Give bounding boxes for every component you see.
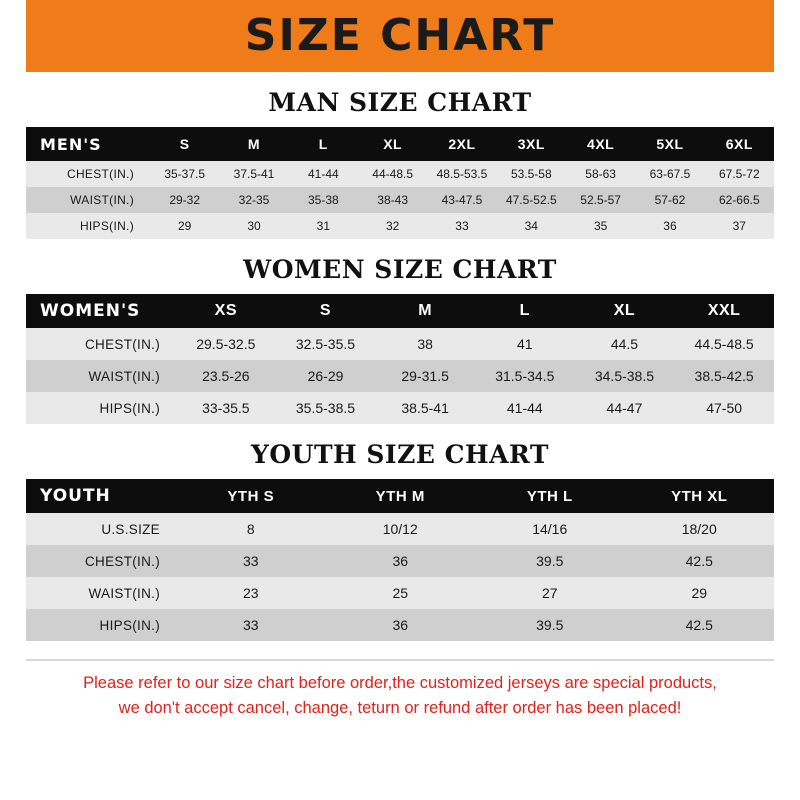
men-cell-2-8: 37 [705,213,774,239]
page-banner [0,0,800,72]
men-cell-1-6: 52.5-57 [566,187,635,213]
table-row [26,545,774,577]
women-cell-0-3: 41 [475,328,575,360]
women-cell-0-2: 38 [375,328,475,360]
men-size-chart [26,127,774,239]
men-cell-0-6: 58-63 [566,161,635,187]
women-cell-0-5: 44.5-48.5 [674,328,774,360]
men-cell-1-2: 35-38 [289,187,358,213]
youth-row-3-label: HIPS(IN.) [26,609,176,641]
table-header-row [26,479,774,513]
women-row-1-label: WAIST(IN.) [26,360,176,392]
men-cell-1-1: 32-35 [219,187,288,213]
youth-cell-0-1: 10/12 [326,513,476,545]
women-cell-1-5: 38.5-42.5 [674,360,774,392]
youth-cell-0-3: 18/20 [625,513,775,545]
women-cell-1-3: 31.5-34.5 [475,360,575,392]
women-cell-1-0: 23.5-26 [176,360,276,392]
men-cell-0-4: 48.5-53.5 [427,161,496,187]
men-section-title: MAN SIZE CHART [268,88,532,117]
youth-row-1-label: CHEST(IN.) [26,545,176,577]
page-title: SIZE CHART [244,10,556,61]
men-cell-0-2: 41-44 [289,161,358,187]
table-header-row [26,127,774,161]
men-col-0: S [150,127,219,161]
youth-col-0: YTH S [176,479,326,513]
women-chart-body [26,328,774,424]
youth-cell-1-1: 36 [326,545,476,577]
youth-cell-1-3: 42.5 [625,545,775,577]
youth-cell-3-0: 33 [176,609,326,641]
men-row-1-label: WAIST(IN.) [26,187,150,213]
banner-right-corner [774,0,800,72]
men-cell-1-3: 38-43 [358,187,427,213]
women-cell-2-5: 47-50 [674,392,774,424]
women-cell-2-3: 41-44 [475,392,575,424]
women-size-chart [26,294,774,424]
men-cell-2-3: 32 [358,213,427,239]
women-cell-0-1: 32.5-35.5 [276,328,376,360]
women-cell-1-1: 26-29 [276,360,376,392]
footer-note-line-2: we don't accept cancel, change, teturn or refund after order has been placed! [118,698,682,717]
women-col-2: M [375,294,475,328]
youth-cell-0-0: 8 [176,513,326,545]
women-cell-0-0: 29.5-32.5 [176,328,276,360]
men-chart-header [26,127,774,161]
women-chart-header [26,294,774,328]
men-row-0-label: CHEST(IN.) [26,161,150,187]
youth-col-1: YTH M [326,479,476,513]
table-row [26,328,774,360]
youth-cell-2-3: 29 [625,577,775,609]
youth-col-2: YTH L [475,479,625,513]
banner-left-corner [0,0,26,72]
men-cell-2-0: 29 [150,213,219,239]
table-row [26,392,774,424]
men-cell-1-4: 43-47.5 [427,187,496,213]
women-cell-2-4: 44-47 [575,392,675,424]
women-cell-1-2: 29-31.5 [375,360,475,392]
women-cell-1-4: 34.5-38.5 [575,360,675,392]
youth-row-0-label: U.S.SIZE [26,513,176,545]
women-row-2-label: HIPS(IN.) [26,392,176,424]
women-row-0-label: CHEST(IN.) [26,328,176,360]
table-row [26,360,774,392]
men-cell-2-4: 33 [427,213,496,239]
men-cell-1-5: 47.5-52.5 [497,187,566,213]
women-col-5: XXL [674,294,774,328]
footer-divider [26,659,774,661]
men-col-8: 6XL [705,127,774,161]
men-cell-0-5: 53.5-58 [497,161,566,187]
women-row-header-label: WOMEN'S [26,294,176,328]
men-cell-0-8: 67.5-72 [705,161,774,187]
men-col-3: XL [358,127,427,161]
youth-col-3: YTH XL [625,479,775,513]
men-cell-0-0: 35-37.5 [150,161,219,187]
youth-row-2-label: WAIST(IN.) [26,577,176,609]
youth-cell-0-2: 14/16 [475,513,625,545]
table-row [26,161,774,187]
table-row [26,513,774,545]
men-col-7: 5XL [635,127,704,161]
men-col-2: L [289,127,358,161]
women-cell-2-2: 38.5-41 [375,392,475,424]
men-col-5: 3XL [497,127,566,161]
youth-cell-1-2: 39.5 [475,545,625,577]
women-col-0: XS [176,294,276,328]
women-col-3: L [475,294,575,328]
men-row-header-label: MEN'S [26,127,150,161]
youth-cell-1-0: 33 [176,545,326,577]
men-cell-0-7: 63-67.5 [635,161,704,187]
youth-size-chart [26,479,774,641]
men-col-4: 2XL [427,127,496,161]
youth-cell-2-2: 27 [475,577,625,609]
table-row [26,213,774,239]
table-row [26,577,774,609]
youth-cell-3-2: 39.5 [475,609,625,641]
youth-cell-2-0: 23 [176,577,326,609]
men-cell-1-8: 62-66.5 [705,187,774,213]
footer-note-line-1: Please refer to our size chart before order,the customized jerseys are special products, [83,674,717,692]
men-cell-0-1: 37.5-41 [219,161,288,187]
men-cell-1-0: 29-32 [150,187,219,213]
men-chart-body [26,161,774,239]
women-cell-2-0: 33-35.5 [176,392,276,424]
women-section-title: WOMEN SIZE CHART [243,255,557,284]
youth-cell-2-1: 25 [326,577,476,609]
table-header-row [26,294,774,328]
men-col-1: M [219,127,288,161]
page-body [0,88,800,721]
men-cell-2-5: 34 [497,213,566,239]
women-col-1: S [276,294,376,328]
men-cell-2-7: 36 [635,213,704,239]
youth-chart-body [26,513,774,641]
men-cell-0-3: 44-48.5 [358,161,427,187]
men-row-2-label: HIPS(IN.) [26,213,150,239]
table-row [26,609,774,641]
men-cell-1-7: 57-62 [635,187,704,213]
women-cell-0-4: 44.5 [575,328,675,360]
footer-note [26,671,774,721]
youth-row-header-label: YOUTH [26,479,176,513]
table-row [26,187,774,213]
youth-chart-header [26,479,774,513]
men-col-6: 4XL [566,127,635,161]
youth-section-title: YOUTH SIZE CHART [251,440,549,469]
men-cell-2-2: 31 [289,213,358,239]
women-cell-2-1: 35.5-38.5 [276,392,376,424]
men-cell-2-6: 35 [566,213,635,239]
youth-cell-3-3: 42.5 [625,609,775,641]
youth-cell-3-1: 36 [326,609,476,641]
men-cell-2-1: 30 [219,213,288,239]
women-col-4: XL [575,294,675,328]
